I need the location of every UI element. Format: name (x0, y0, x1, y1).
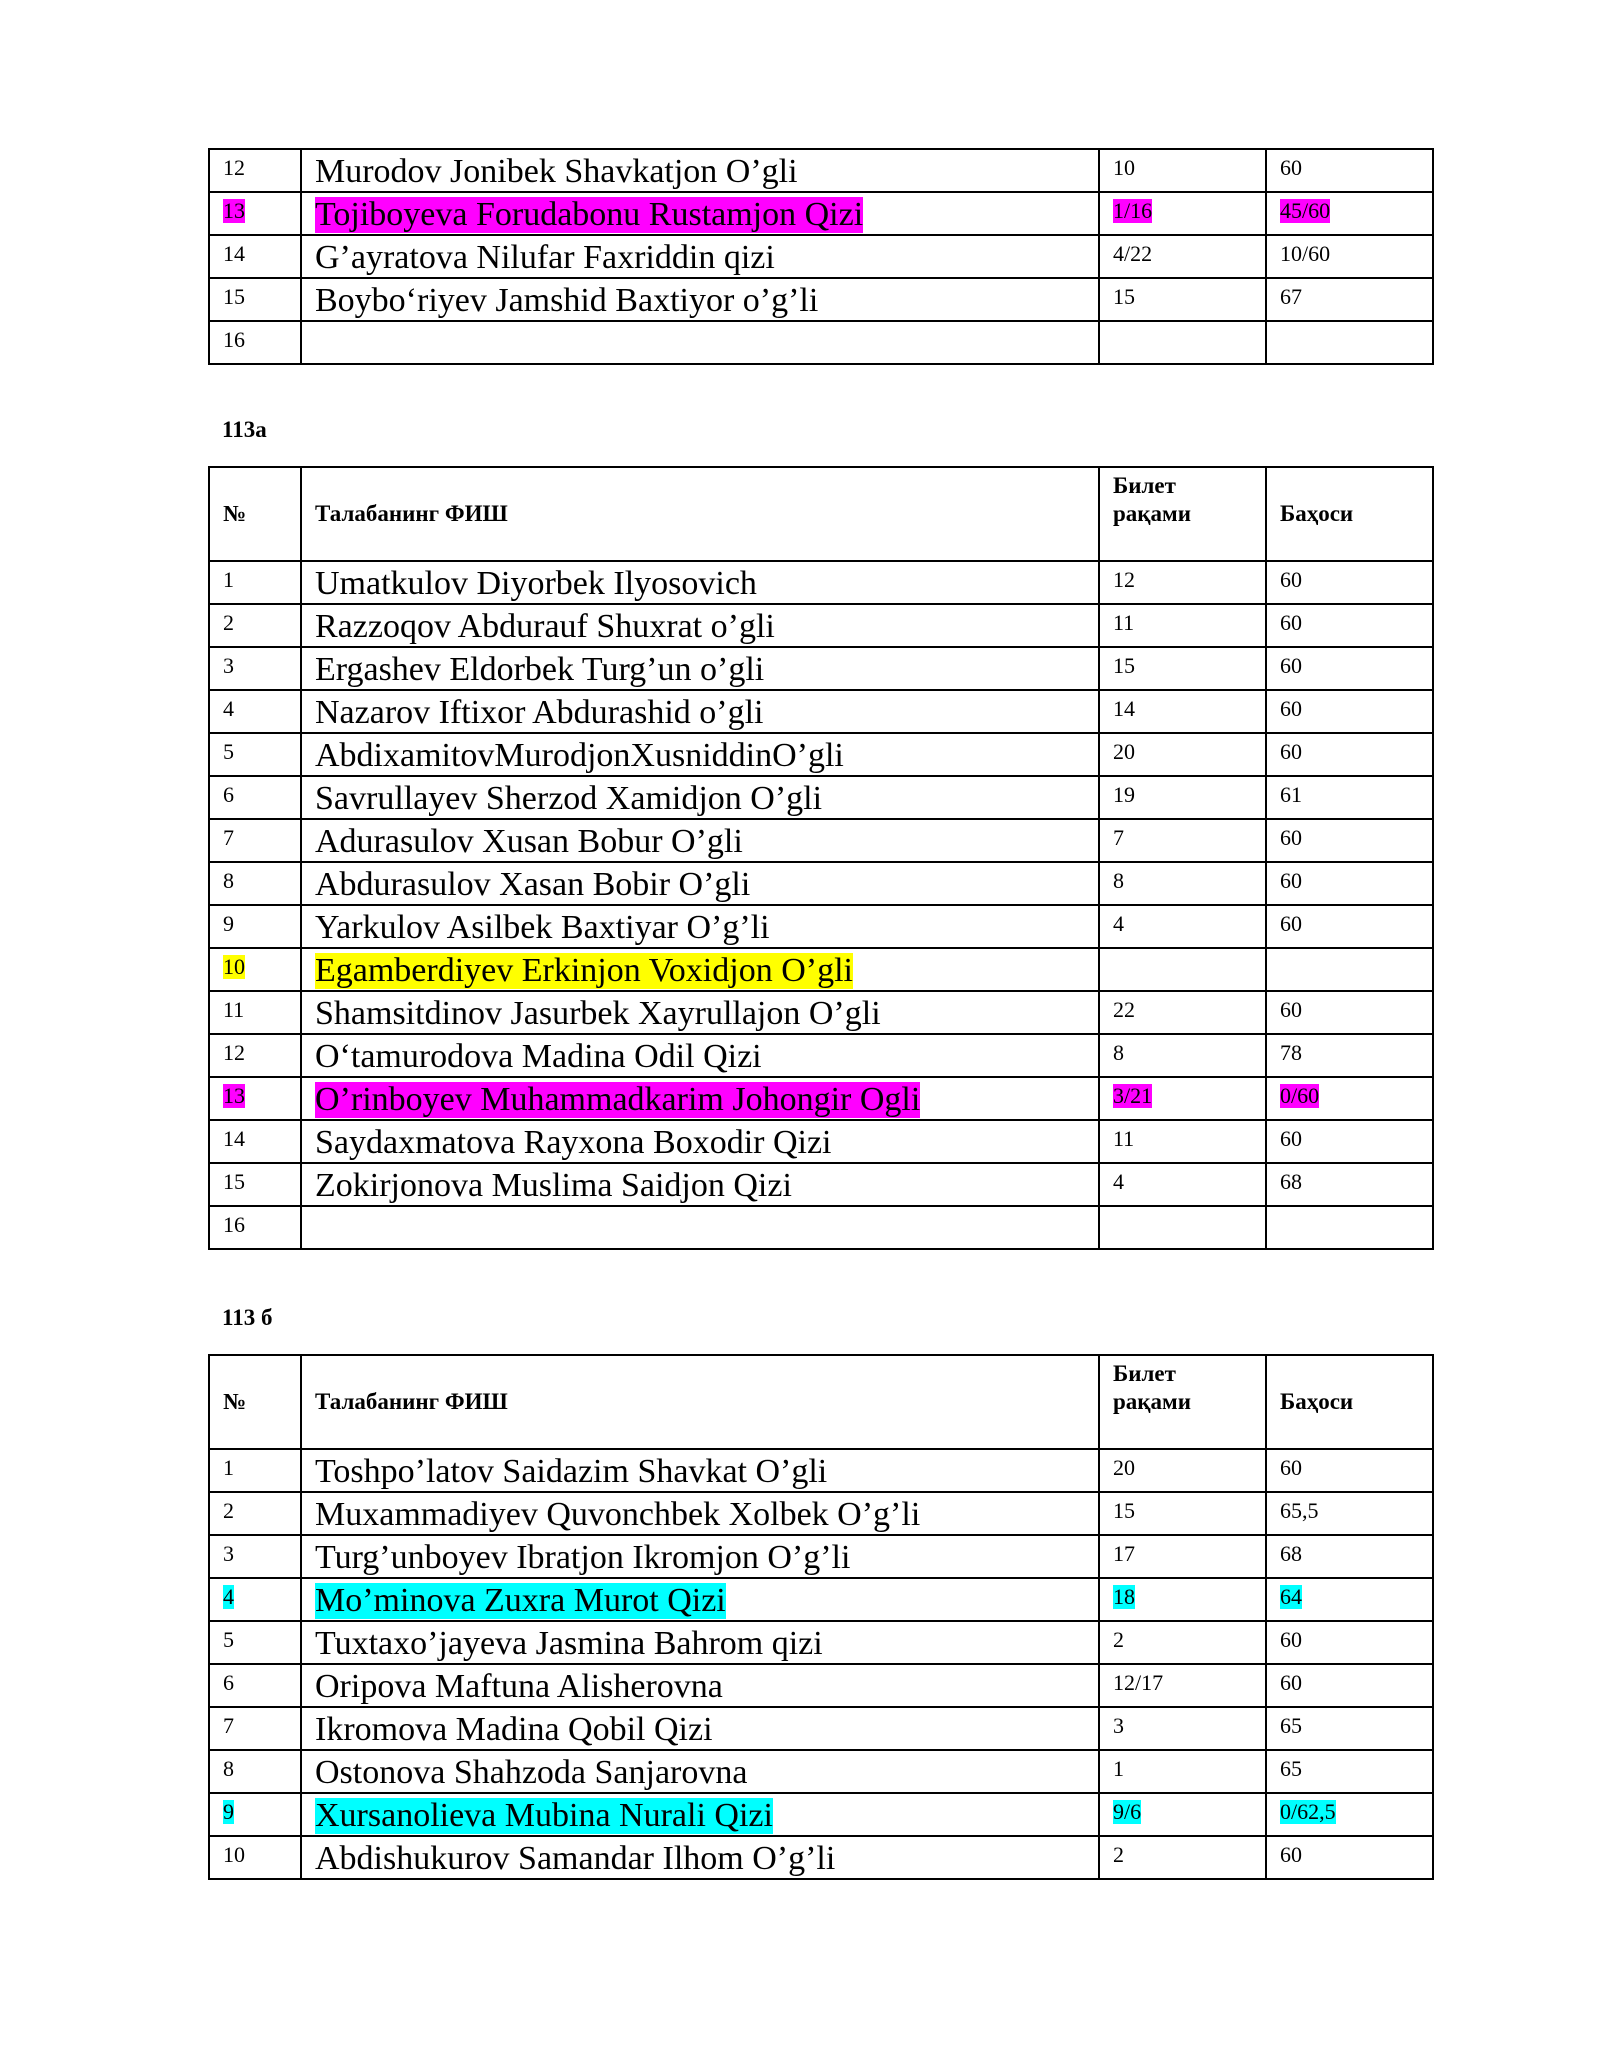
row-number: 16 (223, 327, 245, 352)
student-name: G’ayratova Nilufar Faxriddin qizi (315, 239, 775, 276)
ticket-number: 3 (1113, 1713, 1124, 1738)
grade-value-cell (1266, 690, 1433, 733)
row-number: 5 (223, 739, 234, 764)
ticket-number-cell (1099, 604, 1266, 647)
ticket-number-cell (1099, 1449, 1266, 1492)
grade-value: 60 (1280, 739, 1302, 764)
ticket-number-cell (1099, 1578, 1266, 1621)
grade-value: 60 (1280, 1842, 1302, 1867)
grade-value: 60 (1280, 567, 1302, 592)
student-name: Xursanolieva Mubina Nurali Qizi (315, 1797, 773, 1834)
row-number: 8 (223, 868, 234, 893)
ticket-number-cell (1099, 1535, 1266, 1578)
row-number-cell (209, 1750, 301, 1793)
grade-value-cell (1266, 1793, 1433, 1836)
student-name-cell (301, 1664, 1099, 1707)
row-number: 3 (223, 653, 234, 678)
student-name-cell (301, 690, 1099, 733)
row-number-cell (209, 1034, 301, 1077)
row-number: 15 (223, 284, 245, 309)
row-number: 10 (223, 954, 245, 979)
row-number: 6 (223, 782, 234, 807)
ticket-number-cell (1099, 647, 1266, 690)
row-number-cell (209, 192, 301, 235)
student-name-cell (301, 1077, 1099, 1120)
student-name-cell (301, 733, 1099, 776)
student-name-cell (301, 862, 1099, 905)
student-name: O’rinboyev Muhammadkarim Johongir Ogli (315, 1081, 921, 1118)
table-row (209, 905, 1433, 948)
ticket-number: 4 (1113, 1169, 1124, 1194)
ticket-number: 15 (1113, 1498, 1135, 1523)
grade-value-cell (1266, 647, 1433, 690)
grade-value: 60 (1280, 825, 1302, 850)
ticket-number-cell (1099, 149, 1266, 192)
ticket-number-cell (1099, 1793, 1266, 1836)
row-number: 3 (223, 1541, 234, 1566)
grade-value: 60 (1280, 1670, 1302, 1695)
table-row (209, 278, 1433, 321)
ticket-number: 12/17 (1113, 1670, 1164, 1695)
row-number-cell (209, 1578, 301, 1621)
grade-value-cell (1266, 149, 1433, 192)
ticket-number-cell (1099, 819, 1266, 862)
table-row (209, 1120, 1433, 1163)
ticket-number: 17 (1113, 1541, 1135, 1566)
student-name-cell (301, 1535, 1099, 1578)
row-number-cell (209, 647, 301, 690)
row-number: 7 (223, 1713, 234, 1738)
row-number-cell (209, 561, 301, 604)
row-number: 2 (223, 1498, 234, 1523)
grade-value: 60 (1280, 868, 1302, 893)
row-number-cell (209, 1836, 301, 1879)
table-row (209, 1707, 1433, 1750)
ticket-number: 11 (1113, 1126, 1135, 1151)
row-number-cell (209, 1535, 301, 1578)
table-row (209, 819, 1433, 862)
grade-value: 45/60 (1280, 198, 1331, 223)
ticket-number: 7 (1113, 825, 1124, 850)
row-number: 1 (223, 567, 234, 592)
grade-value-cell (1266, 1750, 1433, 1793)
ticket-number: 3/21 (1113, 1083, 1153, 1108)
row-number: 13 (223, 198, 245, 223)
grades-table-continued (208, 148, 1434, 365)
table-row (209, 1578, 1433, 1621)
student-name: Abdishukurov Samandar Ilhom O’g’li (315, 1840, 836, 1877)
ticket-number: 20 (1113, 1455, 1135, 1480)
row-number-cell (209, 278, 301, 321)
grade-value-cell (1266, 1449, 1433, 1492)
ticket-number: 2 (1113, 1627, 1124, 1652)
student-name: Tojiboyeva Forudabonu Rustamjon Qizi (315, 196, 864, 233)
student-name: Abdurasulov Xasan Bobir O’gli (315, 866, 751, 903)
ticket-number: 19 (1113, 782, 1135, 807)
student-name: Ikromova Madina Qobil Qizi (315, 1711, 713, 1748)
table-header-row (209, 467, 1433, 561)
student-name: Savrullayev Sherzod Xamidjon O’gli (315, 780, 823, 817)
student-name-cell (301, 1707, 1099, 1750)
header-grade: Баҳоси (1280, 1389, 1354, 1414)
grades-table-113a (208, 466, 1434, 1250)
grade-value: 60 (1280, 1627, 1302, 1652)
table-row (209, 647, 1433, 690)
row-number-cell (209, 1492, 301, 1535)
ticket-number: 20 (1113, 739, 1135, 764)
ticket-number-cell (1099, 1707, 1266, 1750)
table-row (209, 948, 1433, 991)
row-number-cell (209, 991, 301, 1034)
ticket-number: 4 (1113, 911, 1124, 936)
grade-value: 60 (1280, 1126, 1302, 1151)
student-name: Nazarov Iftixor Abdurashid o’gli (315, 694, 764, 731)
student-name-cell (301, 776, 1099, 819)
table-row (209, 733, 1433, 776)
student-name: O‘tamurodova Madina Odil Qizi (315, 1038, 762, 1075)
ticket-number: 10 (1113, 155, 1135, 180)
ticket-number-cell (1099, 1836, 1266, 1879)
ticket-number: 8 (1113, 1040, 1124, 1065)
ticket-number: 4/22 (1113, 241, 1153, 266)
header-ticket-number: Билет рақами (1113, 473, 1191, 526)
row-number: 4 (223, 696, 234, 721)
student-name-cell (301, 1492, 1099, 1535)
grade-value: 64 (1280, 1584, 1302, 1609)
group-label-113a: 113а (222, 417, 267, 442)
grade-value-cell (1266, 1535, 1433, 1578)
row-number-cell (209, 1206, 301, 1249)
grade-value-cell (1266, 776, 1433, 819)
grade-value: 60 (1280, 155, 1302, 180)
grade-value-cell (1266, 948, 1433, 991)
ticket-number-cell (1099, 862, 1266, 905)
ticket-number: 14 (1113, 696, 1135, 721)
ticket-number: 1 (1113, 1756, 1124, 1781)
grade-value-cell (1266, 1707, 1433, 1750)
student-name: Turg’unboyev Ibratjon Ikromjon O’g’li (315, 1539, 851, 1576)
row-number: 16 (223, 1212, 245, 1237)
student-name: Saydaxmatova Rayxona Boxodir Qizi (315, 1124, 832, 1161)
ticket-number: 2 (1113, 1842, 1124, 1867)
header-ticket-number: Билет рақами (1113, 1361, 1191, 1414)
table-row (209, 1836, 1433, 1879)
grade-value-cell (1266, 561, 1433, 604)
grade-value-cell (1266, 235, 1433, 278)
ticket-number: 9/6 (1113, 1799, 1142, 1824)
student-name: Ergashev Eldorbek Turg’un o’gli (315, 651, 765, 688)
row-number-cell (209, 1707, 301, 1750)
row-number-cell (209, 733, 301, 776)
ticket-number-cell (1099, 1120, 1266, 1163)
grade-value: 0/60 (1280, 1083, 1320, 1108)
ticket-number: 1/16 (1113, 198, 1153, 223)
student-name-cell (301, 321, 1099, 364)
group-label-113b: 113 б (222, 1305, 273, 1330)
row-number-cell (209, 905, 301, 948)
row-number-cell (209, 604, 301, 647)
header-grade: Баҳоси (1280, 501, 1354, 526)
grade-value: 68 (1280, 1169, 1302, 1194)
row-number: 13 (223, 1083, 245, 1108)
student-name: Mo’minova Zuxra Murot Qizi (315, 1582, 726, 1619)
student-name-cell (301, 1163, 1099, 1206)
ticket-number-cell (1099, 561, 1266, 604)
grades-table-113b (208, 1354, 1434, 1880)
grade-value: 60 (1280, 653, 1302, 678)
student-name: Zokirjonova Muslima Saidjon Qizi (315, 1167, 792, 1204)
ticket-number-cell (1099, 1664, 1266, 1707)
row-number-cell (209, 819, 301, 862)
grade-value: 60 (1280, 1455, 1302, 1480)
student-name: Oripova Maftuna Alisherovna (315, 1668, 723, 1705)
grade-value: 0/62,5 (1280, 1799, 1336, 1824)
row-number: 15 (223, 1169, 245, 1194)
grade-value-cell (1266, 1664, 1433, 1707)
student-name: Razzoqov Abdurauf Shuxrat o’gli (315, 608, 775, 645)
student-name: Adurasulov Xusan Bobur O’gli (315, 823, 743, 860)
grade-value-cell (1266, 1163, 1433, 1206)
table-row (209, 1449, 1433, 1492)
ticket-number-cell (1099, 1492, 1266, 1535)
ticket-number-cell (1099, 192, 1266, 235)
row-number-cell (209, 1621, 301, 1664)
student-name-cell (301, 1621, 1099, 1664)
grade-value-cell (1266, 1578, 1433, 1621)
table-row (209, 1793, 1433, 1836)
table-row (209, 776, 1433, 819)
grade-value-cell (1266, 905, 1433, 948)
row-number-cell (209, 1793, 301, 1836)
header-student-name: Талабанинг ФИШ (315, 501, 508, 526)
ticket-number-cell (1099, 1750, 1266, 1793)
ticket-number-cell (1099, 948, 1266, 991)
grade-value-cell (1266, 1120, 1433, 1163)
student-name-cell (301, 149, 1099, 192)
header-student-name: Талабанинг ФИШ (315, 1389, 508, 1414)
grade-value: 67 (1280, 284, 1302, 309)
student-name: Egamberdiyev Erkinjon Voxidjon O’gli (315, 952, 853, 989)
table-row (209, 991, 1433, 1034)
row-number-cell (209, 149, 301, 192)
row-number: 12 (223, 155, 245, 180)
student-name-cell (301, 278, 1099, 321)
grade-value: 60 (1280, 997, 1302, 1022)
row-number-cell (209, 948, 301, 991)
grade-value: 60 (1280, 696, 1302, 721)
ticket-number-cell (1099, 1163, 1266, 1206)
student-name-cell (301, 1793, 1099, 1836)
row-number: 7 (223, 825, 234, 850)
table-row (209, 690, 1433, 733)
row-number: 1 (223, 1455, 234, 1480)
student-name: Tuxtaxo’jayeva Jasmina Bahrom qizi (315, 1625, 823, 1662)
row-number-cell (209, 235, 301, 278)
ticket-number-cell (1099, 1034, 1266, 1077)
student-name-cell (301, 235, 1099, 278)
row-number-cell (209, 1664, 301, 1707)
grade-value-cell (1266, 321, 1433, 364)
grade-value: 10/60 (1280, 241, 1331, 266)
row-number: 5 (223, 1627, 234, 1652)
student-name-cell (301, 647, 1099, 690)
student-name-cell (301, 561, 1099, 604)
row-number: 4 (223, 1584, 234, 1609)
grade-value-cell (1266, 1836, 1433, 1879)
table-row (209, 862, 1433, 905)
grade-value: 65 (1280, 1713, 1302, 1738)
student-name-cell (301, 819, 1099, 862)
ticket-number: 8 (1113, 868, 1124, 893)
ticket-number-cell (1099, 991, 1266, 1034)
ticket-number-cell (1099, 235, 1266, 278)
student-name: Yarkulov Asilbek Baxtiyar O’g’li (315, 909, 770, 946)
student-name-cell (301, 1836, 1099, 1879)
header-number: № (223, 501, 247, 526)
row-number-cell (209, 1077, 301, 1120)
student-name: Ostonova Shahzoda Sanjarovna (315, 1754, 748, 1791)
student-name-cell (301, 1578, 1099, 1621)
ticket-number: 12 (1113, 567, 1135, 592)
grade-value-cell (1266, 278, 1433, 321)
row-number-cell (209, 1163, 301, 1206)
grade-value-cell (1266, 192, 1433, 235)
table-header-row (209, 1355, 1433, 1449)
row-number: 14 (223, 1126, 245, 1151)
student-name: Toshpo’latov Saidazim Shavkat O’gli (315, 1453, 828, 1490)
table-row (209, 1535, 1433, 1578)
row-number-cell (209, 321, 301, 364)
grade-value-cell (1266, 819, 1433, 862)
student-name: Umatkulov Diyorbek Ilyosovich (315, 565, 757, 602)
grade-value-cell (1266, 604, 1433, 647)
student-name: Shamsitdinov Jasurbek Xayrullajon O’gli (315, 995, 881, 1032)
student-name: Boybo‘riyev Jamshid Baxtiyor o’g’li (315, 282, 819, 319)
ticket-number: 18 (1113, 1584, 1135, 1609)
row-number: 9 (223, 1799, 234, 1824)
grade-value-cell (1266, 1034, 1433, 1077)
row-number: 8 (223, 1756, 234, 1781)
ticket-number-cell (1099, 1621, 1266, 1664)
ticket-number: 11 (1113, 610, 1135, 635)
student-name: Murodov Jonibek Shavkatjon O’gli (315, 153, 798, 190)
student-name: AbdixamitovMurodjonXusniddinO’gli (315, 737, 844, 774)
row-number: 6 (223, 1670, 234, 1695)
grade-value-cell (1266, 733, 1433, 776)
table-row (209, 1034, 1433, 1077)
row-number-cell (209, 1120, 301, 1163)
row-number: 12 (223, 1040, 245, 1065)
student-name: Muxammadiyev Quvonchbek Xolbek O’g’li (315, 1496, 921, 1533)
row-number: 11 (223, 997, 245, 1022)
header-number: № (223, 1389, 247, 1414)
student-name-cell (301, 192, 1099, 235)
grade-value: 60 (1280, 610, 1302, 635)
table-row (209, 561, 1433, 604)
row-number: 9 (223, 911, 234, 936)
row-number-cell (209, 1449, 301, 1492)
grade-value-cell (1266, 991, 1433, 1034)
student-name-cell (301, 1034, 1099, 1077)
student-name-cell (301, 1449, 1099, 1492)
table-row (209, 149, 1433, 192)
ticket-number: 15 (1113, 653, 1135, 678)
ticket-number: 15 (1113, 284, 1135, 309)
grade-value: 65 (1280, 1756, 1302, 1781)
grade-value: 61 (1280, 782, 1302, 807)
student-name-cell (301, 1206, 1099, 1249)
grade-value: 78 (1280, 1040, 1302, 1065)
student-name-cell (301, 1750, 1099, 1793)
table-row (209, 1750, 1433, 1793)
table-row (209, 192, 1433, 235)
row-number: 10 (223, 1842, 245, 1867)
row-number: 2 (223, 610, 234, 635)
table-row (209, 1492, 1433, 1535)
grade-value-cell (1266, 1077, 1433, 1120)
student-name-cell (301, 604, 1099, 647)
ticket-number-cell (1099, 1206, 1266, 1249)
table-row (209, 1163, 1433, 1206)
table-row (209, 1664, 1433, 1707)
ticket-number-cell (1099, 905, 1266, 948)
student-name-cell (301, 1120, 1099, 1163)
row-number-cell (209, 776, 301, 819)
row-number-cell (209, 862, 301, 905)
grade-value: 60 (1280, 911, 1302, 936)
table-row (209, 1621, 1433, 1664)
grade-value: 65,5 (1280, 1498, 1319, 1523)
ticket-number-cell (1099, 776, 1266, 819)
grade-value-cell (1266, 1621, 1433, 1664)
grade-value-cell (1266, 862, 1433, 905)
ticket-number-cell (1099, 321, 1266, 364)
ticket-number-cell (1099, 1077, 1266, 1120)
table-row (209, 321, 1433, 364)
student-name-cell (301, 991, 1099, 1034)
student-name-cell (301, 948, 1099, 991)
ticket-number-cell (1099, 733, 1266, 776)
ticket-number-cell (1099, 690, 1266, 733)
row-number-cell (209, 690, 301, 733)
grade-value-cell (1266, 1492, 1433, 1535)
table-row (209, 1206, 1433, 1249)
ticket-number-cell (1099, 278, 1266, 321)
table-row (209, 235, 1433, 278)
grade-value-cell (1266, 1206, 1433, 1249)
student-name-cell (301, 905, 1099, 948)
row-number: 14 (223, 241, 245, 266)
table-row (209, 604, 1433, 647)
ticket-number: 22 (1113, 997, 1135, 1022)
table-row (209, 1077, 1433, 1120)
grade-value: 68 (1280, 1541, 1302, 1566)
